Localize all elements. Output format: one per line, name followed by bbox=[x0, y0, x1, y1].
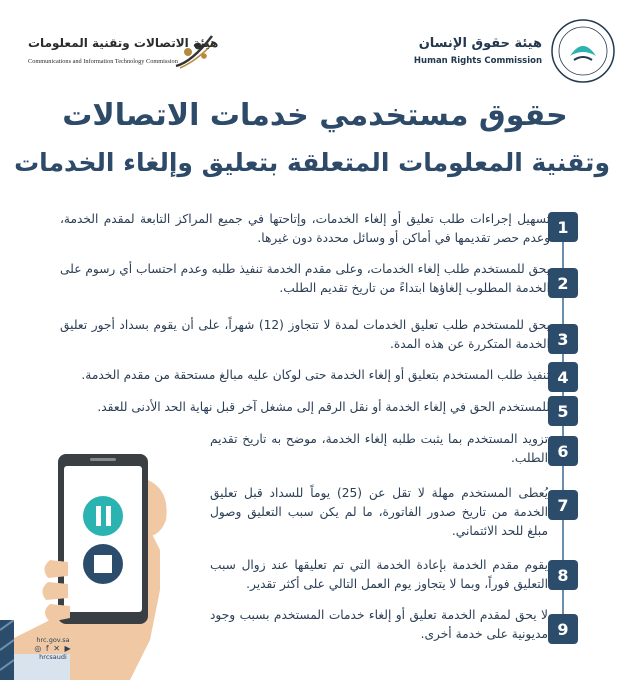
item-number-badge: 7 bbox=[548, 490, 578, 520]
list-item: تزويد المستخدم بما يثبت طلبه إلغاء الخدمة، موضح به تاريخ تقديم الطلب. bbox=[210, 432, 548, 465]
pause-icon bbox=[83, 496, 123, 536]
connector-line bbox=[562, 520, 564, 560]
item-number-badge: 8 bbox=[548, 560, 578, 590]
connector-line bbox=[562, 466, 564, 490]
hrc-name-arabic: هيئة حقوق الإنسان bbox=[418, 36, 542, 51]
citc-name-english: Communications and Information Technology Commission bbox=[28, 58, 178, 65]
list-item: تسهيل إجراءات طلب تعليق أو إلغاء الخدمات، وإتاحتها في جميع المراكز التابعة لمقدم الخدمة، وعدم حصر تقديمها في أماكن أو وسائل محددة دون غيرها. bbox=[60, 212, 550, 245]
item-number-badge: 3 bbox=[548, 324, 578, 354]
connector-line bbox=[562, 590, 564, 616]
social-handle[interactable]: hrcsaudi bbox=[39, 653, 67, 661]
decorative-strip bbox=[0, 620, 14, 680]
item-number-badge: 1 bbox=[548, 212, 578, 242]
list-item: يحق للمستخدم طلب تعليق الخدمات لمدة لا تتجاوز (12) شهراً، على أن يقوم بسداد أجور تعليق الخدمة المتكررة عن هذه المدة. bbox=[60, 318, 550, 351]
page-title: حقوق مستخدمي خدمات الاتصالات bbox=[62, 98, 568, 133]
list-item: يُعطى المستخدم مهلة لا تقل عن (25) يوماً للسداد قبل تعليق الخدمة من تاريخ صدور الفاتورة، ما لم يكن سبب التعليق وصول مبلغ للحد الائتماني. bbox=[210, 486, 548, 538]
hrc-seal-icon bbox=[550, 18, 616, 84]
citc-name-arabic: هيئة الاتصالات وتقنية المعلومات bbox=[28, 36, 219, 50]
hrc-logo bbox=[413, 18, 620, 88]
citc-logo bbox=[22, 30, 222, 80]
social-footer bbox=[18, 636, 88, 661]
connector-line bbox=[562, 298, 564, 326]
list-item: يقوم مقدم الخدمة بإعادة الخدمة التي تم تعليقها عند زوال سبب التعليق فوراً، وبما لا يتجاوز يوم العمل التالي على أكثر تقدير. bbox=[210, 558, 548, 591]
list-item: يحق للمستخدم طلب إلغاء الخدمات، وعلى مقدم الخدمة تنفيذ طلبه وعدم احتساب أي رسوم على الخدمة المطلوب إلغاؤها ابتداءً من تاريخ تقديم الطلب. bbox=[60, 262, 550, 295]
list-item: تنفيذ طلب المستخدم بتعليق أو إلغاء الخدمة حتى لوكان عليه مبالغ مستحقة من مقدم الخدمة. bbox=[81, 368, 550, 382]
item-number-badge: 2 bbox=[548, 268, 578, 298]
list-item: للمستخدم الحق في إلغاء الخدمة أو نقل الرقم إلى مشغل آخر قبل نهاية الحد الأدنى للعقد. bbox=[97, 400, 550, 414]
website-url[interactable]: hrc.gov.sa bbox=[36, 636, 70, 644]
item-number-badge: 5 bbox=[548, 396, 578, 426]
list-item: لا يحق لمقدم الخدمة تعليق أو إلغاء خدمات المستخدم بسبب وجود مديونية على خدمة أخرى. bbox=[210, 608, 548, 641]
hrc-name-english: Human Rights Commission bbox=[413, 56, 542, 66]
item-number-badge: 9 bbox=[548, 614, 578, 644]
connector-line bbox=[562, 240, 564, 270]
item-number-badge: 4 bbox=[548, 362, 578, 392]
item-number-badge: 6 bbox=[548, 436, 578, 466]
page-subtitle: وتقنية المعلومات المتعلقة بتعليق وإلغاء الخدمات bbox=[14, 148, 610, 177]
social-icons[interactable]: ◎ f ✕ ▶ bbox=[34, 644, 72, 653]
